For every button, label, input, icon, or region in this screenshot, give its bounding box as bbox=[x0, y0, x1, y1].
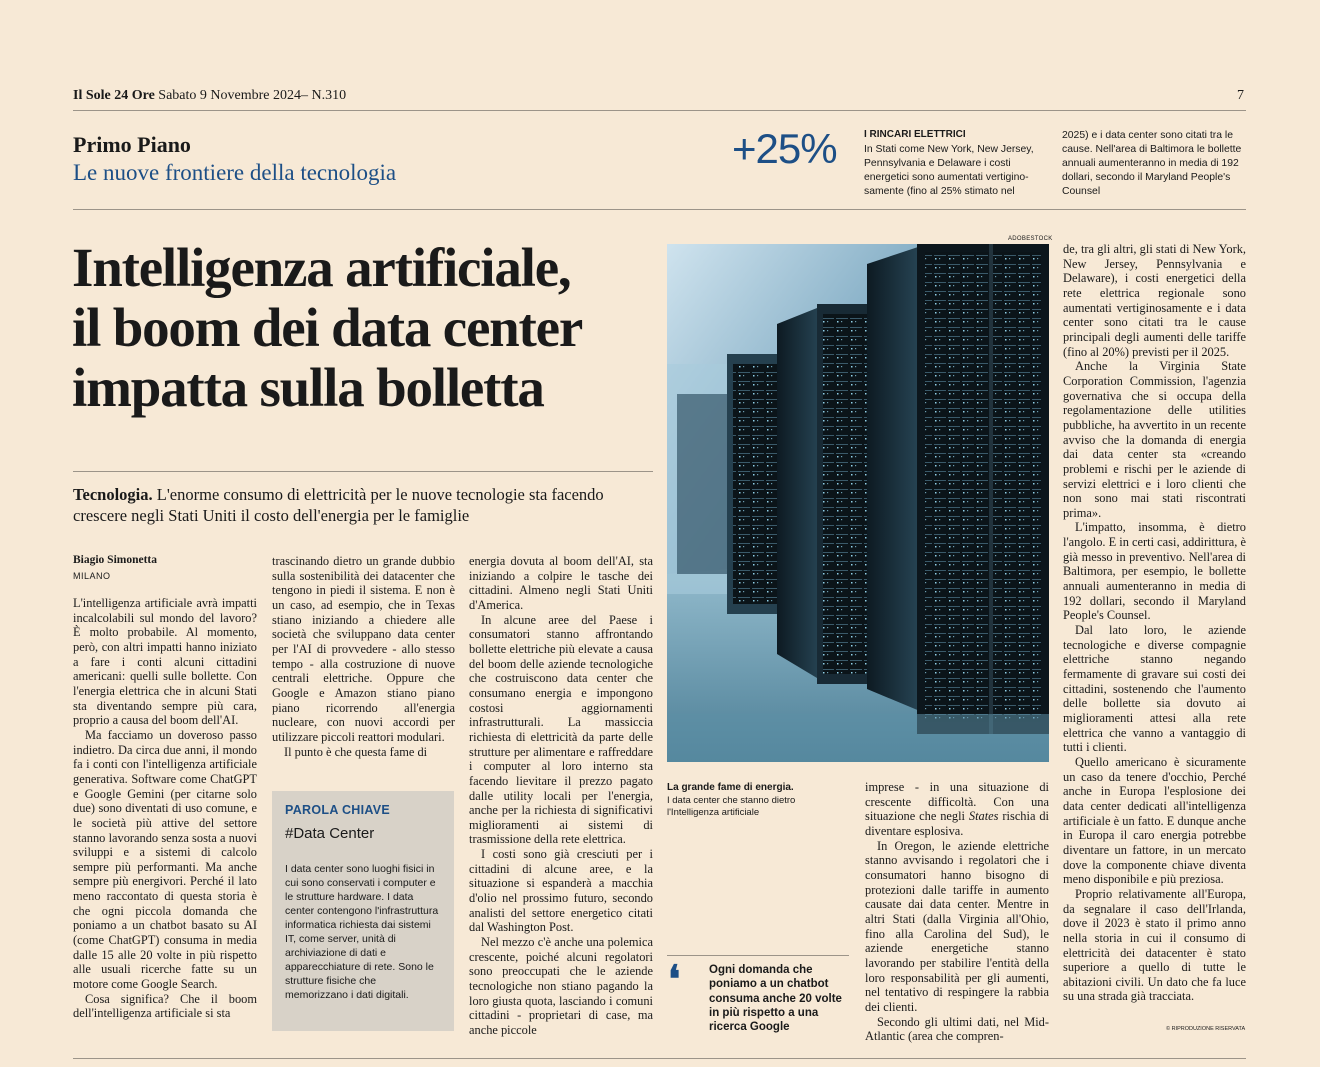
issue-number: – N.310 bbox=[301, 88, 347, 103]
issue-date: Sabato 9 Novembre 2024 bbox=[158, 88, 301, 103]
page-number: 7 bbox=[1237, 88, 1244, 103]
header-rule bbox=[73, 209, 1246, 210]
summary-text: L'enorme consumo di elettricità per le nuove tecnologie sta facendo crescere negli Stati Uniti il costo dell'energia per le famiglie bbox=[73, 485, 604, 525]
photo-caption: I data center che stanno dietro l'Intelligenza artificiale bbox=[667, 795, 796, 818]
summary-rule bbox=[73, 471, 653, 472]
dateline-place: MILANO bbox=[73, 571, 111, 581]
paragraph: Nel mezzo c'è anche una polemica crescente, poiché alcuni regolatori sono preoccupati che le aziende tecnologiche non stiano pagando la loro giusta quota, lasciando i comuni cittadini - proprietari di case, ma anche piccole bbox=[469, 935, 653, 1037]
body-column-3 bbox=[469, 554, 653, 1038]
paragraph-text: rischia di diventare esplosiva. bbox=[865, 809, 1049, 838]
paragraph: de, tra gli altri, gli stati di New York, New Jersey, Pennsylvania e Delaware), i costi energetici della rete elettrica regionale sono aumentati vertiginosamente e i data center sono citati tra le cause principali degli aumenti delle tariffe (fino al 20%) previsti per il 2025. bbox=[1063, 242, 1246, 359]
headline-line-2: il boom dei data center bbox=[72, 297, 583, 358]
quote-rule bbox=[667, 955, 849, 956]
section-title: Primo Piano bbox=[73, 132, 191, 157]
section-subtitle: Le nuove frontiere della tecnologia bbox=[73, 160, 397, 185]
masthead bbox=[73, 88, 346, 104]
stat-heading: I RINCARI ELETTRICI bbox=[864, 129, 966, 140]
paragraph: Cosa significa? Che il boom dell'intelligenza artificiale si sta bbox=[73, 991, 257, 1021]
paragraph: trascinando dietro un grande dubbio sulla sostenibilità dei datacenter che tengono in piedi il sistema. E non è un caso, ad esempio, che in Texas stiano iniziando a chiedere alle società che sviluppano data center per l'AI di provvedere - allo stesso tempo - alla costruzione di nuove centrali elettriche. Oppure che Google e Amazon stiano piano piano ricorrendo all'energia nucleare, con nuovi accordi per utilizzare piccoli reattori modulari. bbox=[272, 554, 455, 744]
copyright-notice: © RIPRODUZIONE RISERVATA bbox=[1166, 1026, 1246, 1032]
headline-line-3: impatta sulla bolletta bbox=[72, 357, 544, 418]
paragraph: L'intelligenza artificiale avrà impatti incalcolabili sul mondo del lavoro? È molto probabile. Al momento, però, con altri impatti hanno iniziato a fare i conti alcuni cittadini americani: quelli sulle bollette. Con l'energia elettrica che in alcuni Stati sta diventando sempre più cara, proprio a causa del boom dell'AI. bbox=[73, 596, 257, 728]
paragraph: Il punto è che questa fame di bbox=[284, 744, 428, 759]
paragraph: L'impatto, insomma, è dietro l'angolo. E in certi casi, addirittura, è già messo in preventivo. Nell'area di Baltimora, per esempio, le bollette annuali aumenteranno in media di 192 dollari, secondo il Maryland People's Counsel. bbox=[1063, 520, 1246, 623]
quote-icon: ❛ bbox=[668, 959, 681, 1001]
author: Biagio Simonetta bbox=[73, 554, 158, 566]
paragraph: I costi sono già cresciuti per i cittadini di alcune aree, e la situazione si espanderà a macchia d'olio nel prossimo futuro, secondo analisti del settore energetico citati dal Washington Post. bbox=[469, 847, 653, 935]
keyword-label: PAROLA CHIAVE bbox=[285, 803, 391, 817]
summary bbox=[73, 484, 643, 526]
summary-lead: Tecnologia. bbox=[73, 485, 153, 504]
keyword-text: I data center sono luoghi fisici in cui sono conservati i computer e le strutture hardware. I data center contengono l'infrastruttura informatica richiesta dai sistemi IT, come server, unità di archiviazione di dati e apparecchiature di rete. Sono le strutture fisiche che memorizzano i dati digitali. bbox=[285, 863, 439, 1001]
paragraph: Dal lato loro, le aziende tecnologiche e diverse compagnie elettriche stanno negando fermamente di gravare sui costi dei cittadini, sostenendo che l'aumento delle bollette sia dovuto ai miglioramenti attesi alla rete elettrica che vanno a vantaggio di tutti i clienti. bbox=[1063, 623, 1246, 755]
keyword-title: #Data Center bbox=[285, 825, 375, 842]
stat-text-1: In Stati come New York, New Jersey, Pennsylvania e Delaware i costi energetici sono aumentati vertigino-samente (fino al 25% stimato nel bbox=[864, 144, 1034, 197]
pull-quote: Ogni domanda che poniamo a un chatbot consuma anche 20 volte in più rispetto a una ricerca Google bbox=[709, 964, 842, 1034]
photo-credit: ADOBESTOCK bbox=[1008, 236, 1053, 242]
body-column-1 bbox=[73, 596, 257, 1021]
newspaper-name: Il Sole 24 Ore bbox=[73, 88, 155, 103]
paragraph: energia dovuta al boom dell'AI, sta iniziando a colpire le tasche dei cittadini. Almeno negli Stati Uniti d'America. bbox=[469, 554, 653, 612]
data-center-photo bbox=[667, 244, 1049, 762]
body-column-4 bbox=[865, 780, 1049, 1044]
body-column-2 bbox=[272, 554, 455, 759]
body-column-5 bbox=[1063, 242, 1246, 1004]
paragraph: Ma facciamo un doveroso passo indietro. Da circa due anni, il mondo fa i conti con l'intelligenza artificiale generativa. Software come ChatGPT e Google Gemini (per citarne solo due) sono diventati di uso comune, e le società più attive del settore stanno lavorando senza sosta a nuovi sviluppi e a sistemi di calcolo sempre più performanti. Ma anche sempre più energivori. Perché il lato meno raccontato di questa storia è che ogni piccola domanda che poniamo a un chatbot basato su AI (come ChatGPT) consuma in media dalle 15 alle 20 volte in più rispetto alle usuali ricerche fatte su un motore come Google Search. bbox=[73, 727, 257, 992]
paragraph: Proprio relativamente all'Europa, da segnalare il caso dell'Irlanda, dove il 2023 è stato il primo anno nella storia in cui il consumo di elettricità dei datacenter è stato superiore a quello di tutte le abitazioni civili. Un dato che fa luce su una strada già tracciata. bbox=[1063, 886, 1246, 1004]
paragraph-text: imprese - in una situazione di crescente difficoltà. Con una situazione che negli bbox=[865, 780, 1049, 824]
headline-line-1: Intelligenza artificiale, bbox=[72, 237, 571, 298]
bottom-rule bbox=[73, 1058, 1246, 1059]
stat-text-2: 2025) e i data center sono citati tra le cause. Nell'area di Baltimora le bollette annuali aumenteranno in media di 192 dollari, secondo il Maryland People's Counsel bbox=[1062, 130, 1242, 197]
keyword-box bbox=[272, 791, 454, 1031]
paragraph: In alcune aree del Paese i consumatori stanno affrontando bollette elettriche più elevate a causa del boom delle aziende tecnologiche che costruiscono data center che consumano energia e impongono costosi aggiornamenti infrastrutturali. La massiccia richiesta di elettricità da parte delle strutture per alimentare e raffreddare i computer al loro interno sta facendo lievitare il prezzo pagato dalle utility locali per l'energia, anche per la richiesta di significativi miglioramenti ai sistemi di trasmissione della rete elettrica. bbox=[469, 612, 653, 847]
top-rule bbox=[73, 110, 1246, 111]
photo-caption-title: La grande fame di energia. bbox=[667, 782, 794, 793]
paragraph: In Oregon, le aziende elettriche stanno avvisando i regolatori che i consumatori hanno bisogno di protezioni dalle tariffe in aumento causate dai data center. Mentre in altri Stati (dalla Virginia all'Ohio, fino alla Carolina del Sud), le aziende energetiche stanno lavorando per stabilire l'entità della loro responsabilità per gli aumenti, nel tentativo di respingere la rabbia dei clienti. bbox=[865, 838, 1049, 1014]
paragraph bbox=[865, 780, 1049, 839]
paragraph: Anche la Virginia State Corporation Commission, l'agenzia governativa che si occupa della regolamentazione delle utilities pubbliche, ha avvertito in un recente avviso che la domanda di energia dai data center sta «creando problemi e rischi per le aziende di servizi elettrici e i loro clienti che non sono mai stati riscontrati prima». bbox=[1063, 359, 1246, 520]
paragraph: Quello americano è sicuramente un caso da tenere d'occhio, Perché anche in Europa l'esplosione dei data center dedicati all'intelligenza artificiale è un fatto. E dunque anche in Europa il caro energia potrebbe diventare un fattore, in un mercato dove la componente chiave diventa meno disponibile e più preziosa. bbox=[1063, 754, 1246, 887]
paragraph-italic: States bbox=[968, 809, 999, 824]
stat-value: +25% bbox=[732, 125, 837, 172]
headline bbox=[72, 238, 672, 418]
paragraph: Secondo gli ultimi dati, nel Mid-Atlantic (area che compren- bbox=[865, 1014, 1049, 1044]
